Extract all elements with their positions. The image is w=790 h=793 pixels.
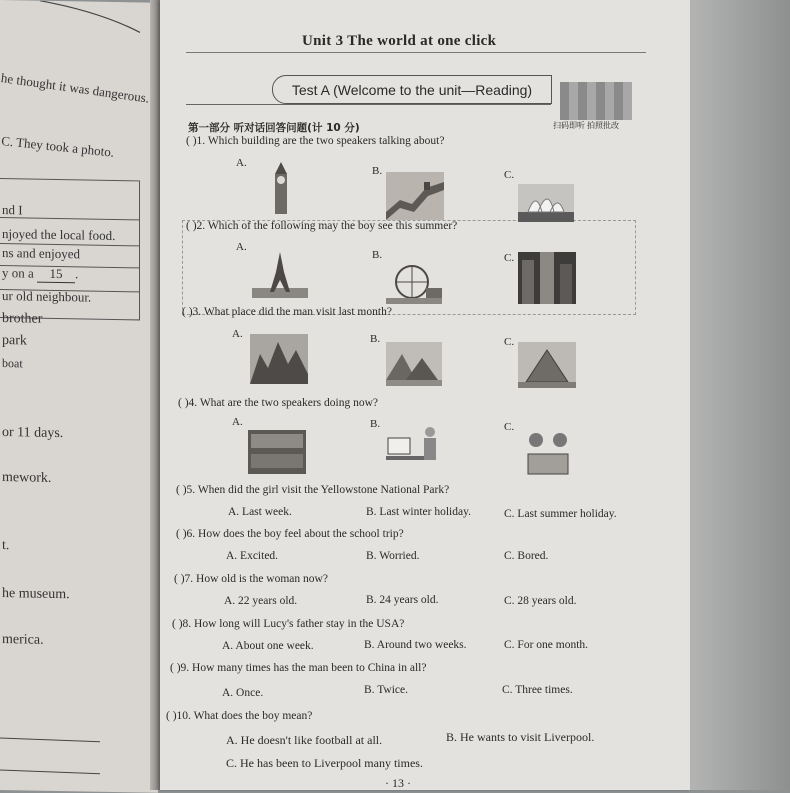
option-b: B. Worried.: [366, 550, 420, 562]
reading-kids-icon: [520, 430, 576, 476]
city-skyscrapers-icon: [518, 252, 576, 304]
option-a: A.: [236, 241, 247, 253]
option-b: B.: [372, 165, 383, 177]
left-line: brother: [2, 311, 43, 327]
option-a: A. Last week.: [228, 506, 292, 518]
question-9: ( )9. How many times has the man been to China in all?: [170, 662, 427, 674]
option-c: C. 28 years old.: [504, 595, 577, 607]
question-8: ( )8. How long will Lucy's father stay in the USA?: [172, 618, 405, 630]
left-line: t.: [2, 538, 10, 554]
left-line: ur old neighbour.: [2, 288, 92, 305]
test-title: Test A (Welcome to the unit—Reading): [272, 75, 552, 104]
left-line: nd I: [2, 202, 23, 218]
option-a: A.: [232, 416, 243, 428]
qr-caption: 扫码即听 拍照批改: [553, 121, 619, 130]
great-wall-icon: [386, 172, 444, 220]
ferris-wheel-icon: [386, 262, 442, 304]
question-2: ( )2. Which of the following may the boy see this summer?: [186, 220, 458, 232]
option-c: C.: [504, 421, 515, 433]
option-c: C.: [504, 252, 515, 264]
louvre-pyramid-icon: [518, 342, 576, 388]
background-surface: [690, 0, 790, 790]
question-3: ( )3. What place did the man visit last month?: [182, 306, 392, 318]
option-a: A.: [236, 157, 247, 169]
option-b: B.: [372, 249, 383, 261]
title-rule: [186, 52, 646, 53]
left-line: he thought it was dangerous.: [0, 70, 151, 106]
option-c: C.: [504, 169, 515, 181]
option-a: A. About one week.: [222, 640, 314, 652]
left-line: ns and enjoyed: [2, 245, 80, 262]
computer-kids-icon: [384, 424, 440, 474]
option-a: A. 22 years old.: [224, 595, 298, 607]
option-b: B. Around two weeks.: [364, 639, 467, 651]
left-blank-answer: 15: [37, 266, 75, 284]
question-5: ( )5. When did the girl visit the Yellowstone National Park?: [176, 484, 450, 496]
mountains-icon: [250, 334, 308, 384]
option-b: B. He wants to visit Liverpool.: [446, 730, 595, 744]
sydney-opera-house-icon: [518, 184, 574, 222]
option-a: A. He doesn't like football at all.: [226, 733, 383, 747]
qr-code-icon[interactable]: [560, 82, 632, 120]
option-b: B. 24 years old.: [366, 594, 439, 606]
option-b: B.: [370, 333, 381, 345]
test-underline: [186, 104, 551, 105]
option-a: A. Once.: [222, 687, 264, 699]
pyramids-icon: [386, 342, 442, 386]
option-b: B.: [370, 418, 381, 430]
option-a: A. Excited.: [226, 550, 279, 562]
option-c: C. Three times.: [502, 684, 573, 696]
option-b: B. Last winter holiday.: [366, 506, 471, 518]
left-page: [0, 0, 158, 793]
left-line: mework.: [2, 470, 52, 486]
option-c: C. For one month.: [504, 639, 589, 651]
option-c: C. Last summer holiday.: [504, 508, 617, 520]
left-line: park: [2, 333, 27, 349]
question-7: ( )7. How old is the woman now?: [174, 573, 328, 585]
left-line: njoyed the local food.: [2, 226, 116, 244]
option-c: C. He has been to Liverpool many times.: [226, 756, 423, 770]
unit-title: Unit 3 The world at one click: [302, 33, 497, 49]
eiffel-tower-icon: [252, 252, 308, 298]
left-line: merica.: [2, 632, 44, 648]
option-b: B. Twice.: [364, 684, 409, 696]
left-line: boat: [2, 356, 23, 371]
option-a: A.: [232, 328, 243, 340]
question-4: ( )4. What are the two speakers doing now?: [178, 397, 379, 409]
left-line: C. They took a photo.: [0, 133, 115, 160]
left-line: y on a 15 .: [2, 265, 79, 282]
question-10: ( )10. What does the boy mean?: [166, 710, 313, 722]
bookshelf-icon: [248, 430, 306, 474]
big-ben-icon: [270, 162, 292, 214]
part-title: 第一部分 听对话回答问题(计 10 分): [188, 122, 360, 134]
option-c: C.: [504, 336, 515, 348]
left-line: or 11 days.: [2, 425, 64, 442]
option-c: C. Bored.: [504, 550, 549, 562]
question-6: ( )6. How does the boy feel about the school trip?: [176, 528, 404, 540]
page-number: · 13 ·: [385, 776, 411, 790]
question-1: ( )1. Which building are the two speakers talking about?: [186, 135, 445, 147]
arc-decoration: [0, 0, 158, 43]
left-line: he museum.: [2, 586, 70, 603]
left-rules: [0, 730, 158, 793]
